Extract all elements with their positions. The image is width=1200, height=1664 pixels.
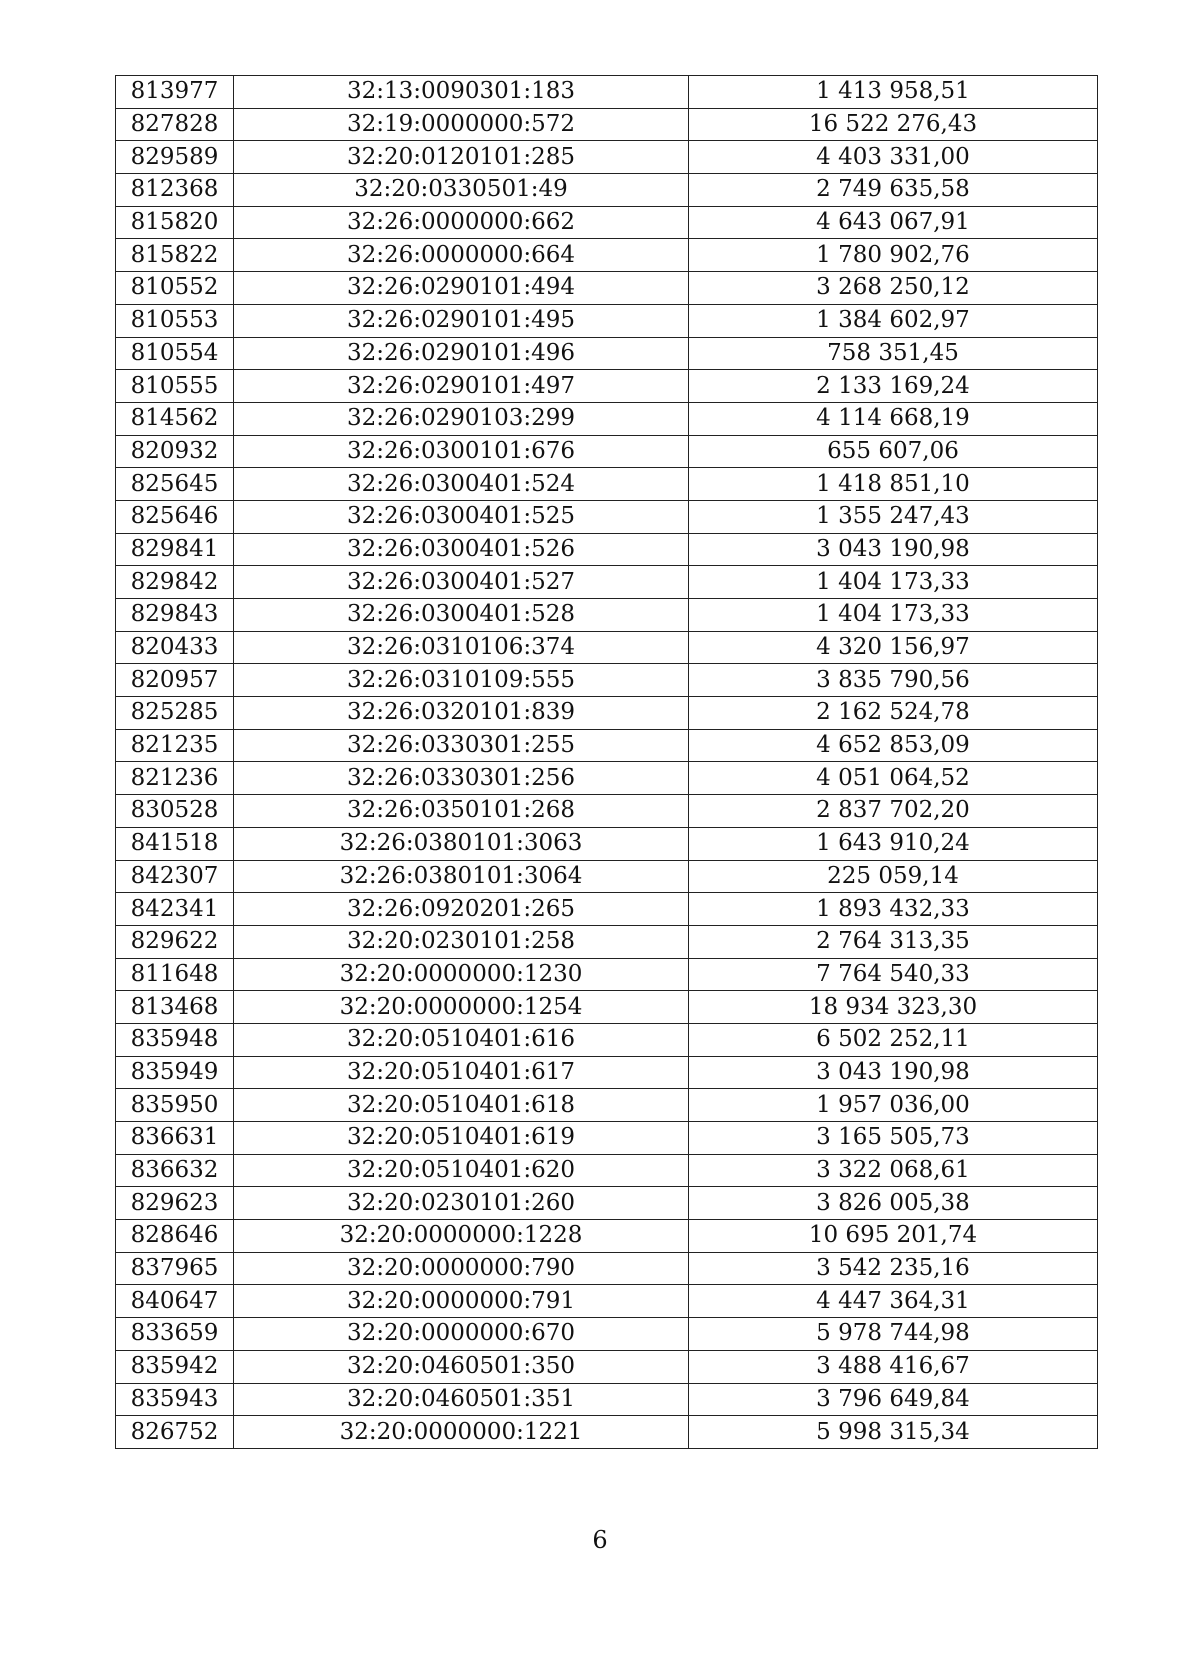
value-cell: 758 351,45	[689, 337, 1098, 370]
cadastral-number-cell: 32:20:0510401:620	[234, 1154, 689, 1187]
cadastral-number-cell: 32:26:0330301:256	[234, 762, 689, 795]
object-id-cell: 820433	[116, 631, 234, 664]
value-cell: 2 749 635,58	[689, 174, 1098, 207]
object-id-cell: 811648	[116, 958, 234, 991]
table-row	[116, 76, 1098, 109]
object-id-cell: 840647	[116, 1285, 234, 1318]
value-cell: 1 404 173,33	[689, 599, 1098, 632]
cadastral-number-cell: 32:26:0310106:374	[234, 631, 689, 664]
cadastral-number-cell: 32:20:0510401:617	[234, 1056, 689, 1089]
table-row	[116, 1220, 1098, 1253]
object-id-cell: 814562	[116, 402, 234, 435]
table-row	[116, 435, 1098, 468]
object-id-cell: 827828	[116, 108, 234, 141]
cadastral-number-cell: 32:20:0000000:670	[234, 1318, 689, 1351]
object-id-cell: 825646	[116, 500, 234, 533]
table-row	[116, 108, 1098, 141]
value-cell: 4 652 853,09	[689, 729, 1098, 762]
table-row	[116, 402, 1098, 435]
table-row	[116, 1252, 1098, 1285]
value-cell: 3 835 790,56	[689, 664, 1098, 697]
value-cell: 2 764 313,35	[689, 925, 1098, 958]
table-row	[116, 239, 1098, 272]
value-cell: 1 355 247,43	[689, 500, 1098, 533]
cadastral-number-cell: 32:26:0290101:496	[234, 337, 689, 370]
table-row	[116, 795, 1098, 828]
table-row	[116, 141, 1098, 174]
table-row	[116, 827, 1098, 860]
table-row	[116, 206, 1098, 239]
table-row	[116, 566, 1098, 599]
object-id-cell: 825645	[116, 468, 234, 501]
cadastral-number-cell: 32:20:0230101:260	[234, 1187, 689, 1220]
cadastral-number-cell: 32:20:0510401:619	[234, 1122, 689, 1155]
table-row	[116, 337, 1098, 370]
cadastral-number-cell: 32:19:0000000:572	[234, 108, 689, 141]
value-cell: 5 978 744,98	[689, 1318, 1098, 1351]
value-cell: 4 114 668,19	[689, 402, 1098, 435]
value-cell: 4 447 364,31	[689, 1285, 1098, 1318]
table-row	[116, 697, 1098, 730]
object-id-cell: 835948	[116, 1023, 234, 1056]
cadastral-number-cell: 32:26:0300401:527	[234, 566, 689, 599]
object-id-cell: 829843	[116, 599, 234, 632]
object-id-cell: 821235	[116, 729, 234, 762]
cadastral-number-cell: 32:20:0000000:1228	[234, 1220, 689, 1253]
object-id-cell: 829622	[116, 925, 234, 958]
cadastral-number-cell: 32:26:0000000:664	[234, 239, 689, 272]
value-cell: 3 268 250,12	[689, 272, 1098, 305]
value-cell: 18 934 323,30	[689, 991, 1098, 1024]
object-id-cell: 810555	[116, 370, 234, 403]
object-id-cell: 815820	[116, 206, 234, 239]
object-id-cell: 820932	[116, 435, 234, 468]
value-cell: 4 320 156,97	[689, 631, 1098, 664]
object-id-cell: 830528	[116, 795, 234, 828]
cadastral-number-cell: 32:26:0290101:494	[234, 272, 689, 305]
table-row	[116, 762, 1098, 795]
table-row	[116, 991, 1098, 1024]
value-cell: 7 764 540,33	[689, 958, 1098, 991]
value-cell: 3 796 649,84	[689, 1383, 1098, 1416]
cadastral-number-cell: 32:26:0330301:255	[234, 729, 689, 762]
cadastral-number-cell: 32:26:0300101:676	[234, 435, 689, 468]
object-id-cell: 842307	[116, 860, 234, 893]
object-id-cell: 836631	[116, 1122, 234, 1155]
cadastral-number-cell: 32:26:0300401:528	[234, 599, 689, 632]
value-cell: 3 322 068,61	[689, 1154, 1098, 1187]
cadastral-number-cell: 32:26:0350101:268	[234, 795, 689, 828]
object-id-cell: 813468	[116, 991, 234, 1024]
cadastral-number-cell: 32:26:0300401:525	[234, 500, 689, 533]
cadastral-number-cell: 32:20:0000000:1221	[234, 1416, 689, 1449]
table-row	[116, 174, 1098, 207]
table-row	[116, 860, 1098, 893]
cadastral-number-cell: 32:26:0300401:526	[234, 533, 689, 566]
value-cell: 4 051 064,52	[689, 762, 1098, 795]
table-row	[116, 468, 1098, 501]
object-id-cell: 810552	[116, 272, 234, 305]
table-row	[116, 1154, 1098, 1187]
table-row	[116, 1350, 1098, 1383]
cadastral-number-cell: 32:26:0380101:3064	[234, 860, 689, 893]
cadastral-number-cell: 32:20:0460501:350	[234, 1350, 689, 1383]
value-cell: 3 043 190,98	[689, 1056, 1098, 1089]
object-id-cell: 842341	[116, 893, 234, 926]
table-row	[116, 1285, 1098, 1318]
cadastral-number-cell: 32:26:0380101:3063	[234, 827, 689, 860]
table-row	[116, 500, 1098, 533]
object-id-cell: 829841	[116, 533, 234, 566]
object-id-cell: 829589	[116, 141, 234, 174]
cadastral-number-cell: 32:20:0460501:351	[234, 1383, 689, 1416]
cadastral-number-cell: 32:26:0290101:497	[234, 370, 689, 403]
cadastral-number-cell: 32:13:0090301:183	[234, 76, 689, 109]
table-row	[116, 893, 1098, 926]
value-cell: 655 607,06	[689, 435, 1098, 468]
object-id-cell: 820957	[116, 664, 234, 697]
cadastral-number-cell: 32:20:0000000:790	[234, 1252, 689, 1285]
table-row	[116, 272, 1098, 305]
table-row	[116, 1023, 1098, 1056]
cadastral-number-cell: 32:20:0000000:1254	[234, 991, 689, 1024]
registry-table-container	[115, 75, 1097, 1449]
cadastral-number-cell: 32:26:0000000:662	[234, 206, 689, 239]
object-id-cell: 812368	[116, 174, 234, 207]
value-cell: 10 695 201,74	[689, 1220, 1098, 1253]
cadastral-number-cell: 32:26:0300401:524	[234, 468, 689, 501]
table-row	[116, 599, 1098, 632]
table-row	[116, 1187, 1098, 1220]
object-id-cell: 835949	[116, 1056, 234, 1089]
table-row	[116, 533, 1098, 566]
value-cell: 1 413 958,51	[689, 76, 1098, 109]
object-id-cell: 810553	[116, 304, 234, 337]
value-cell: 3 043 190,98	[689, 533, 1098, 566]
cadastral-number-cell: 32:26:0290103:299	[234, 402, 689, 435]
cadastral-number-cell: 32:20:0000000:1230	[234, 958, 689, 991]
cadastral-number-cell: 32:20:0330501:49	[234, 174, 689, 207]
cadastral-number-cell: 32:20:0230101:258	[234, 925, 689, 958]
object-id-cell: 835942	[116, 1350, 234, 1383]
object-id-cell: 836632	[116, 1154, 234, 1187]
value-cell: 4 403 331,00	[689, 141, 1098, 174]
table-row	[116, 664, 1098, 697]
object-id-cell: 835943	[116, 1383, 234, 1416]
value-cell: 2 162 524,78	[689, 697, 1098, 730]
cadastral-number-cell: 32:26:0290101:495	[234, 304, 689, 337]
table-row	[116, 631, 1098, 664]
page-number: 6	[592, 1526, 608, 1554]
value-cell: 1 404 173,33	[689, 566, 1098, 599]
object-id-cell: 828646	[116, 1220, 234, 1253]
value-cell: 1 418 851,10	[689, 468, 1098, 501]
value-cell: 3 165 505,73	[689, 1122, 1098, 1155]
cadastral-number-cell: 32:20:0000000:791	[234, 1285, 689, 1318]
table-row	[116, 1318, 1098, 1351]
value-cell: 2 133 169,24	[689, 370, 1098, 403]
table-row	[116, 1383, 1098, 1416]
value-cell: 2 837 702,20	[689, 795, 1098, 828]
value-cell: 1 643 910,24	[689, 827, 1098, 860]
table-row	[116, 729, 1098, 762]
value-cell: 1 780 902,76	[689, 239, 1098, 272]
value-cell: 1 384 602,97	[689, 304, 1098, 337]
value-cell: 1 957 036,00	[689, 1089, 1098, 1122]
value-cell: 4 643 067,91	[689, 206, 1098, 239]
table-row	[116, 925, 1098, 958]
cadastral-number-cell: 32:20:0120101:285	[234, 141, 689, 174]
registry-table	[115, 75, 1098, 1449]
value-cell: 5 998 315,34	[689, 1416, 1098, 1449]
table-row	[116, 370, 1098, 403]
table-row	[116, 1122, 1098, 1155]
value-cell: 6 502 252,11	[689, 1023, 1098, 1056]
cadastral-number-cell: 32:26:0320101:839	[234, 697, 689, 730]
cadastral-number-cell: 32:20:0510401:618	[234, 1089, 689, 1122]
object-id-cell: 829623	[116, 1187, 234, 1220]
table-row	[116, 958, 1098, 991]
cadastral-number-cell: 32:20:0510401:616	[234, 1023, 689, 1056]
object-id-cell: 841518	[116, 827, 234, 860]
value-cell: 3 542 235,16	[689, 1252, 1098, 1285]
value-cell: 16 522 276,43	[689, 108, 1098, 141]
object-id-cell: 837965	[116, 1252, 234, 1285]
object-id-cell: 821236	[116, 762, 234, 795]
value-cell: 225 059,14	[689, 860, 1098, 893]
table-row	[116, 304, 1098, 337]
registry-table-body	[116, 76, 1098, 1449]
object-id-cell: 810554	[116, 337, 234, 370]
table-row	[116, 1089, 1098, 1122]
object-id-cell: 835950	[116, 1089, 234, 1122]
object-id-cell: 815822	[116, 239, 234, 272]
value-cell: 3 488 416,67	[689, 1350, 1098, 1383]
value-cell: 3 826 005,38	[689, 1187, 1098, 1220]
object-id-cell: 813977	[116, 76, 234, 109]
object-id-cell: 833659	[116, 1318, 234, 1351]
table-row	[116, 1056, 1098, 1089]
cadastral-number-cell: 32:26:0310109:555	[234, 664, 689, 697]
object-id-cell: 826752	[116, 1416, 234, 1449]
table-row	[116, 1416, 1098, 1449]
value-cell: 1 893 432,33	[689, 893, 1098, 926]
object-id-cell: 825285	[116, 697, 234, 730]
cadastral-number-cell: 32:26:0920201:265	[234, 893, 689, 926]
object-id-cell: 829842	[116, 566, 234, 599]
